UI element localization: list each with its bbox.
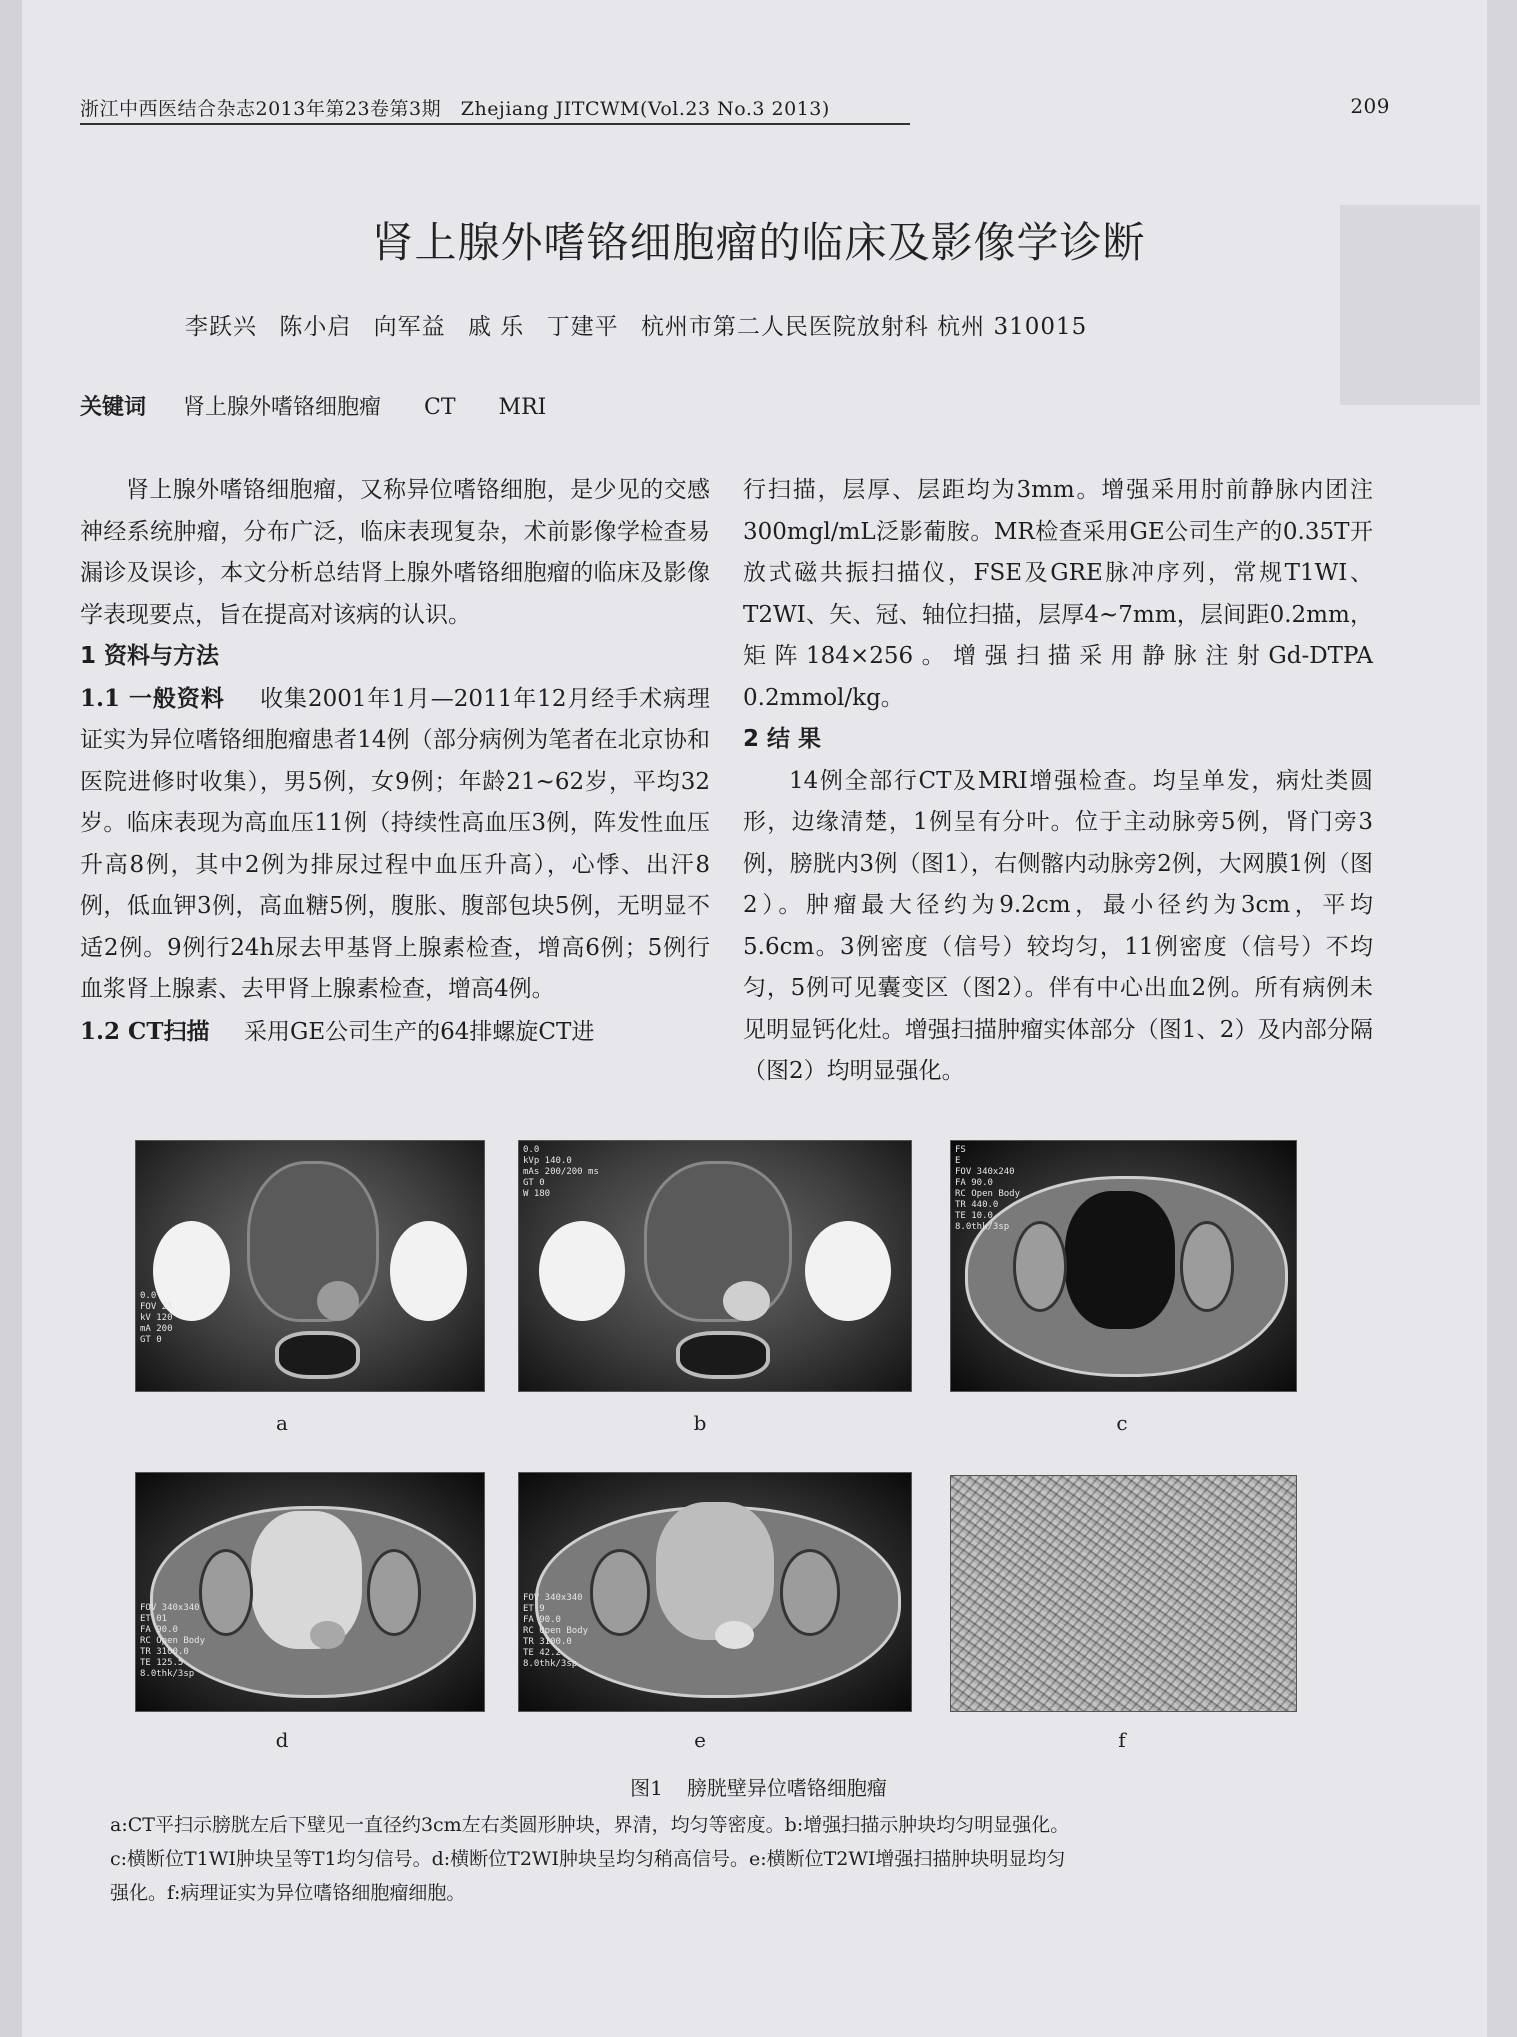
figure-number: 图1 bbox=[630, 1776, 663, 1800]
results-paragraph: 14例全部行CT及MRI增强检查。均呈单发，病灶类圆形，边缘清楚，1例呈有分叶。位于主动脉旁5例，肾门旁3例，膀胱内3例（图1），右侧髂内动脉旁2例，大网膜1例（图2）。肿瘤最大径约为9.2cm，最小径约为3cm，平均5.6cm。3例密度（信号）较均匀，11例密度（信号）不均匀，5例可见囊变区（图2）。伴有中心出血2例。所有病例未见明显钙化灶。增强扫描肿瘤实体部分（图1、2）及内部分隔（图2）均明显强化。 bbox=[743, 767, 1373, 1084]
journal-name-cn: 浙江中西医结合杂志2013年第23卷第3期 bbox=[80, 98, 442, 120]
scan-overlay-text: FS E FOV 340x240 FA 90.0 RC Open Body TR 440.0 TE 10.0 8.0thk/3sp bbox=[955, 1145, 1021, 1232]
section-heading: 2 结 果 bbox=[743, 726, 822, 752]
text-column-left bbox=[80, 470, 710, 1053]
running-header bbox=[80, 94, 1390, 126]
article-title: 肾上腺外嗜铬细胞瘤的临床及影像学诊断 bbox=[371, 218, 1146, 267]
scan-edge-right bbox=[1487, 0, 1517, 2037]
section-heading: 1 资料与方法 bbox=[80, 643, 220, 669]
panel-label: c bbox=[1116, 1411, 1128, 1435]
figure-title: 膀胱壁异位嗜铬细胞瘤 bbox=[686, 1776, 887, 1800]
author: 丁建平 bbox=[546, 314, 619, 340]
keyword: MRI bbox=[498, 395, 547, 420]
subsection-text: 收集2001年1月—2011年12月经手术病理证实为异位嗜铬细胞瘤患者14例（部分病例为笔者在北京协和医院进修时收集），男5例，女9例；年龄21~62岁，平均32岁。临床表现为高血压11例（持续性高血压3例，阵发性血压升高8例，其中2例为排尿过程中血压升高），心悸、出汗8例，低血钾3例，高血糖5例，腹胀、腹部包块5例，无明显不适2例。9例行24h尿去甲基肾上腺素检查，增高6例；5例行血浆肾上腺素、去甲肾上腺素检查，增高4例。 bbox=[80, 685, 710, 1002]
author: 戚 乐 bbox=[467, 314, 525, 340]
header-rule bbox=[80, 123, 910, 125]
panel-label: b bbox=[693, 1411, 707, 1435]
subsection-ct-scan bbox=[80, 1011, 710, 1054]
author: 李跃兴 bbox=[185, 314, 257, 340]
subsection-general-data bbox=[80, 678, 710, 1011]
keyword: 肾上腺外嗜铬细胞瘤 bbox=[183, 395, 382, 420]
methods-continued: 行扫描，层厚、层距均为3mm。增强采用肘前静脉内团注300mgl/mL泛影葡胺。MR检查采用GE公司生产的0.35T开放式磁共振扫描仪，FSE及GRE脉冲序列，常规T1WI、T2WI、矢、冠、轴位扫描，层厚4~7mm，层间距0.2mm，矩阵184×256。增强扫描采用静脉注射Gd-DTPA 0.2mmol/kg。 bbox=[743, 477, 1373, 711]
scan-edge-left bbox=[0, 0, 22, 2037]
text-column-right bbox=[743, 470, 1373, 1093]
subsection-label: 1.2 CT扫描 bbox=[80, 1017, 210, 1045]
scan-overlay-text: 0.0 FOV 25 kV 120 mA 200 GT 0 bbox=[140, 1291, 173, 1345]
journal-name-en: Zhejiang JITCWM(Vol.23 No.3 2013) bbox=[460, 98, 830, 120]
legend-line: 强化。f:病理证实为异位嗜铬细胞瘤细胞。 bbox=[110, 1882, 466, 1904]
figure-panel-f-histology bbox=[950, 1475, 1297, 1712]
keywords-label: 关键词 bbox=[80, 395, 147, 420]
legend-line: a:CT平扫示膀胱左后下壁见一直径约3cm左右类圆形肿块，界清，均匀等密度。b:增强扫描示肿块均匀明显强化。 bbox=[110, 1814, 1070, 1836]
figure-panel-b-ct-enhanced bbox=[518, 1140, 912, 1392]
scan-overlay-text: FOV 340x340 ET 01 FA 90.0 RC Open Body TR 3100.0 TE 125.5 8.0thk/3sp bbox=[140, 1603, 206, 1679]
intro-paragraph: 肾上腺外嗜铬细胞瘤，又称异位嗜铬细胞，是少见的交感神经系统肿瘤，分布广泛，临床表现复杂，术前影像学检查易漏诊及误诊，本文分析总结肾上腺外嗜铬细胞瘤的临床及影像学表现要点，旨在提高对该病的认识。 bbox=[80, 477, 710, 628]
author: 向军益 bbox=[373, 314, 446, 340]
panel-label: e bbox=[694, 1728, 706, 1752]
figure-legend bbox=[110, 1808, 1340, 1910]
panel-label: f bbox=[1118, 1728, 1126, 1752]
page-number: 209 bbox=[1350, 94, 1390, 118]
figure-panel-a-ct-plain bbox=[135, 1140, 485, 1392]
panel-label: a bbox=[276, 1411, 288, 1435]
panel-label: d bbox=[275, 1728, 289, 1752]
author: 陈小启 bbox=[279, 314, 352, 340]
author-line bbox=[185, 308, 1335, 341]
legend-line: c:横断位T1WI肿块呈等T1均匀信号。d:横断位T2WI肿块呈均匀稍高信号。e:横断位T2WI增强扫描肿块明显均匀 bbox=[110, 1848, 1066, 1870]
keyword: CT bbox=[424, 395, 456, 420]
subsection-label: 1.1 一般资料 bbox=[80, 684, 225, 712]
scan-overlay-text: FOV 340x340 ET 9 FA 90.0 RC Open Body TR 3100.0 TE 42.2 8.0thk/3sp bbox=[523, 1593, 589, 1669]
figure-caption-title bbox=[0, 1772, 1517, 1801]
figure-panel-c-mr-t1 bbox=[950, 1140, 1297, 1392]
figure-panel-d-mr-t2 bbox=[135, 1472, 485, 1712]
affiliation: 杭州市第二人民医院放射科 杭州 310015 bbox=[640, 314, 1088, 340]
journal-citation bbox=[80, 94, 830, 121]
keywords bbox=[80, 390, 582, 421]
scan-overlay-text: 0.0 kVp 140.0 mAs 200/200 ms GT 0 W 180 bbox=[523, 1145, 599, 1199]
figure-panel-e-mr-t2-enhanced bbox=[518, 1472, 912, 1712]
subsection-text: 采用GE公司生产的64排螺旋CT进 bbox=[243, 1018, 595, 1045]
